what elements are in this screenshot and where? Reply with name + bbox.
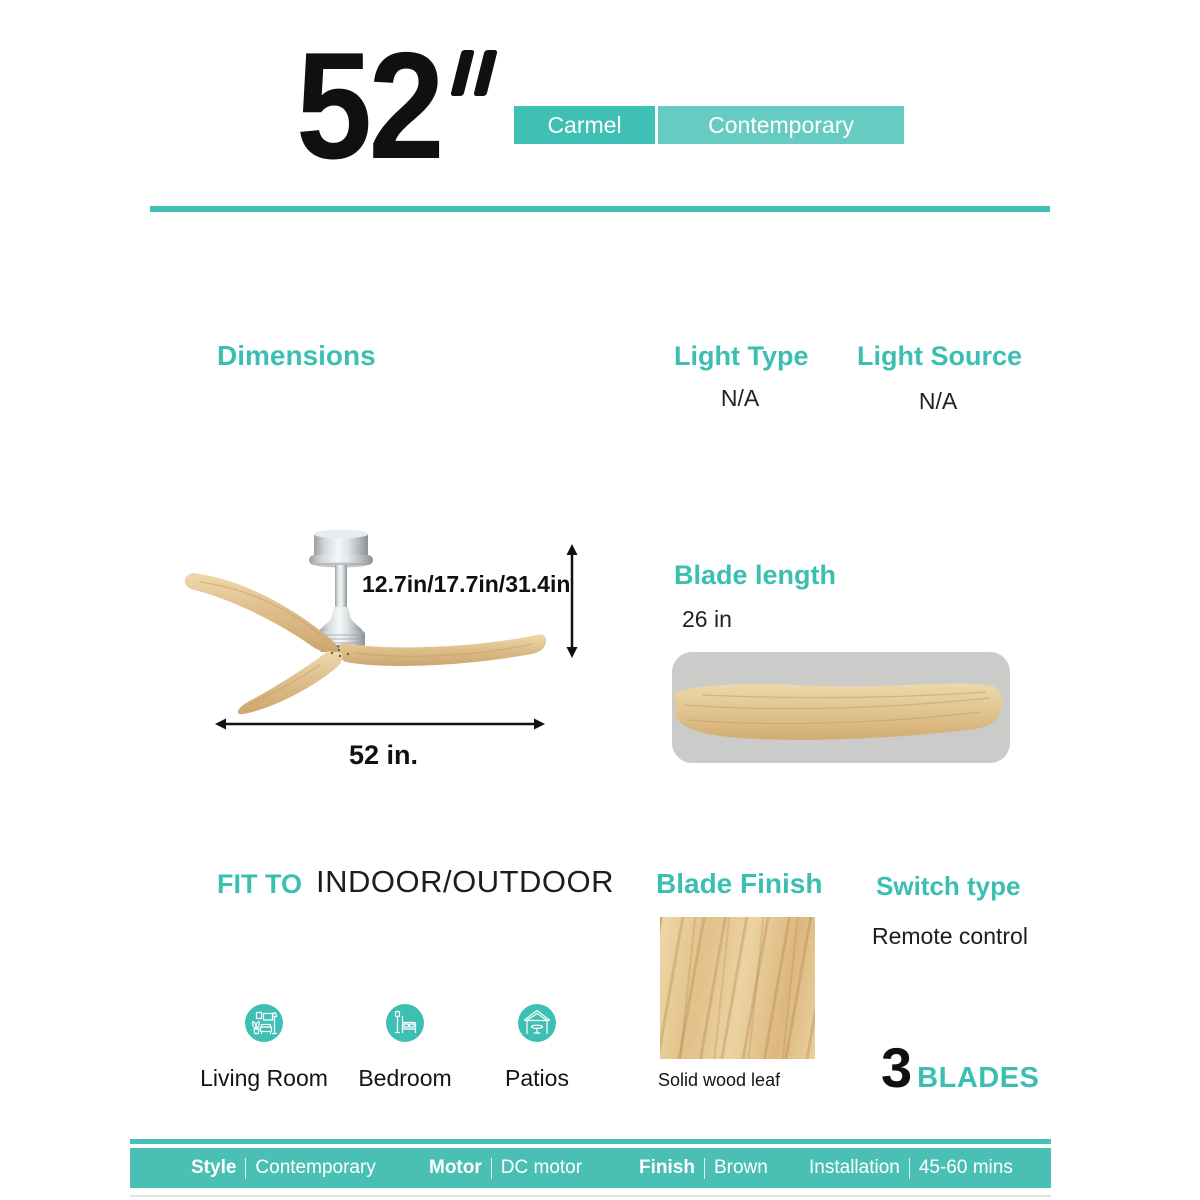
dimensions-heading: Dimensions bbox=[217, 340, 376, 371]
footer-separator bbox=[491, 1158, 492, 1179]
blade-count-word: BLADES bbox=[917, 1062, 1040, 1094]
room-label: Living Room bbox=[200, 1065, 328, 1091]
footer-motor-value: DC motor bbox=[500, 1157, 583, 1178]
footer-separator bbox=[245, 1158, 246, 1179]
light-type-value: N/A bbox=[720, 385, 760, 411]
footer-finish-label: Finish bbox=[639, 1157, 695, 1178]
blade-length-value: 26 in bbox=[682, 606, 732, 632]
product-name-label: Carmel bbox=[514, 106, 658, 144]
footer-style bbox=[191, 1148, 376, 1188]
room-patio bbox=[462, 1003, 612, 1092]
footer-installation bbox=[809, 1148, 1013, 1188]
product-name-banner bbox=[514, 106, 904, 144]
fan-size-number: 52 bbox=[296, 21, 441, 191]
footer-installation-value: 45-60 mins bbox=[918, 1157, 1013, 1178]
footer-finish-value: Brown bbox=[713, 1157, 768, 1178]
fit-to-value: INDOOR/OUTDOOR bbox=[316, 864, 615, 899]
wood-finish-caption: Solid wood leaf bbox=[658, 1070, 781, 1090]
footer-motor bbox=[429, 1148, 582, 1188]
blade-count bbox=[881, 1036, 1040, 1099]
blade-count-number: 3 bbox=[881, 1036, 913, 1099]
fit-to-heading: FIT TO bbox=[217, 869, 302, 899]
living-room-icon bbox=[244, 1003, 284, 1043]
room-label: Patios bbox=[505, 1065, 569, 1091]
blade-length-heading: Blade length bbox=[674, 560, 837, 590]
footer-motor-label: Motor bbox=[429, 1157, 482, 1178]
footer-installation-label: Installation bbox=[809, 1157, 900, 1178]
footer-accent-line bbox=[130, 1139, 1051, 1144]
light-source-value: N/A bbox=[918, 388, 958, 414]
fan-blade-image bbox=[672, 650, 1012, 765]
room-living bbox=[189, 1003, 339, 1092]
footer-separator bbox=[704, 1158, 705, 1179]
product-style-label: Contemporary bbox=[658, 106, 904, 144]
width-dimension-label: 52 in. bbox=[349, 740, 419, 770]
switch-type-value: Remote control bbox=[872, 923, 1028, 949]
footer-separator bbox=[909, 1158, 910, 1179]
ceiling-fan-image bbox=[170, 525, 570, 720]
height-dimension-label: 12.7in/17.7in/31.4in bbox=[362, 571, 571, 597]
width-dimension-arrow bbox=[214, 712, 546, 736]
footer-style-value: Contemporary bbox=[255, 1157, 376, 1178]
bedroom-icon bbox=[385, 1003, 425, 1043]
footer-spec-bar bbox=[130, 1148, 1051, 1188]
inch-mark-icon bbox=[452, 50, 512, 100]
room-bedroom bbox=[330, 1003, 480, 1092]
footer-style-label: Style bbox=[191, 1157, 237, 1178]
bottom-edge-line bbox=[130, 1195, 1051, 1197]
blade-finish-heading: Blade Finish bbox=[656, 868, 823, 899]
switch-type-heading: Switch type bbox=[876, 871, 1021, 901]
room-label: Bedroom bbox=[358, 1065, 452, 1091]
wood-finish-image bbox=[660, 917, 815, 1059]
light-source-heading: Light Source bbox=[857, 341, 1023, 371]
light-type-heading: Light Type bbox=[674, 341, 809, 371]
patio-icon bbox=[517, 1003, 557, 1043]
footer-finish bbox=[639, 1148, 768, 1188]
height-dimension-arrow bbox=[560, 543, 584, 659]
header-divider bbox=[150, 206, 1050, 212]
